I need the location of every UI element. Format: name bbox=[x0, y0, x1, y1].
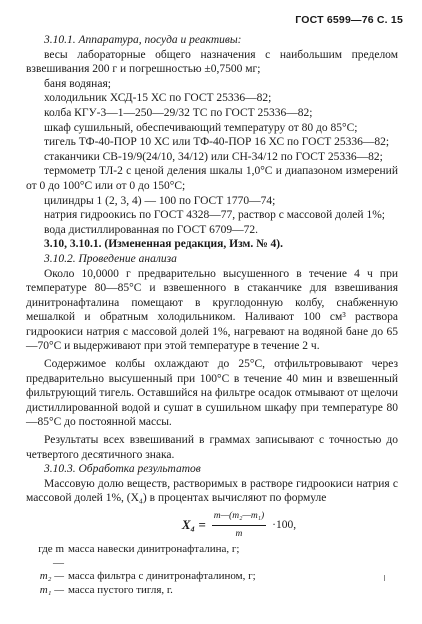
formula-denominator: m bbox=[235, 528, 243, 539]
text-line: баня водяная; bbox=[44, 77, 111, 90]
text-line: тигель ТФ-40-ПОР 10 ХС или ТФ-40-ПОР 16 ХС по ГОСТ 25336—82; bbox=[44, 136, 390, 149]
legend-text: масса пустого тигля, г. bbox=[68, 583, 173, 596]
page-header: ГОСТ 6599—76 С. 15 bbox=[295, 14, 403, 26]
text-line: вода дистиллированная по ГОСТ 6709—72. bbox=[44, 223, 259, 236]
paragraph: Результаты всех взвешиваний в граммах записывают с точностью до четвертого десятичного знака. bbox=[26, 434, 398, 461]
paragraph: Массовую долю веществ, растворимых в растворе гидроокиси натрия с массовой долей 1%, (X₄) в процентах вычисляют по формуле bbox=[26, 477, 398, 505]
legend-row bbox=[26, 570, 398, 584]
text-line: шкаф сушильный, обеспечивающий температуру от 80 до 85°С; bbox=[44, 121, 358, 134]
legend-text: масса фильтра с динитронафталином, г; bbox=[68, 570, 256, 582]
formula-numerator: m—(m₂—m₁) bbox=[212, 509, 266, 526]
formula-multiplier: ·100, bbox=[272, 518, 297, 531]
section-heading-equipment: 3.10.1. Аппаратура, посуда и реактивы: bbox=[44, 34, 242, 46]
text-line: стаканчики СВ-19/9(24/10, 34/12) или СН-34/12 по ГОСТ 25336—82; bbox=[44, 150, 383, 163]
amendment-note: 3.10, 3.10.1. (Измененная редакция, Изм. № 4). bbox=[44, 238, 284, 251]
document-body bbox=[26, 33, 398, 597]
formula bbox=[80, 511, 398, 539]
text-line: термометр ТЛ-2 с ценой деления шкалы 1,0°С и диапазоном измерений от 0 до 100°С или от 0 до 150°С; bbox=[26, 165, 398, 192]
legend-row bbox=[26, 584, 398, 598]
paragraph: Содержимое колбы охлаждают до 25°С, отфильтровывают через предварительно высушенный при 100°С в течение 40 мин и взвешенный фильтрующий тигель. Оставшийся на фильтре осадок отмывают от щелочи дистиллированной водой и сушат в сушильном шкафу при температуре 80—85°С до постоянной массы. bbox=[26, 358, 398, 429]
text-line: колба КГУ-3—1—250—29/32 ТС по ГОСТ 25336—82; bbox=[44, 106, 313, 119]
scan-mark bbox=[384, 575, 385, 581]
legend-symbol: где m — bbox=[38, 543, 64, 569]
text-line: холодильник ХСД-15 ХС по ГОСТ 25336—82; bbox=[44, 92, 272, 105]
legend-symbol: m₁ — bbox=[39, 583, 64, 596]
paragraph: Около 10,0000 г предварительно высушенного в течение 4 ч при температуре 80—85°С и взвешенного в стаканчике для взвешивания динитронафталина помещают в круглодонную колбу, снабженную мешалкой и обратным холодильником. Наливают 100 см³ раствора гидроокиси натрия с массовой долей 1%, нагревают на водяной бане до 65—70°С и выдерживают при этой температуре в течение 2 ч. bbox=[26, 267, 398, 353]
legend-row bbox=[26, 543, 398, 570]
text-line: весы лабораторные общего назначения с наибольшим пределом взвешивания 200 г и погрешностью ±0,7500 мг; bbox=[26, 48, 398, 76]
formula-lhs: X₄ = bbox=[181, 516, 206, 532]
section-heading-analysis: 3.10.2. Проведение анализа bbox=[44, 252, 177, 265]
formula-fraction bbox=[212, 509, 266, 541]
text-line: натрия гидроокись по ГОСТ 4328—77, раствор с массовой долей 1%; bbox=[44, 209, 385, 222]
formula-legend bbox=[26, 543, 398, 597]
text-line: цилиндры 1 (2, 3, 4) — 100 по ГОСТ 1770—74; bbox=[44, 194, 276, 207]
legend-text: масса навески динитронафталина, г; bbox=[68, 543, 240, 555]
legend-symbol: m₂ — bbox=[39, 570, 64, 582]
section-heading-results: 3.10.3. Обработка результатов bbox=[44, 463, 201, 476]
